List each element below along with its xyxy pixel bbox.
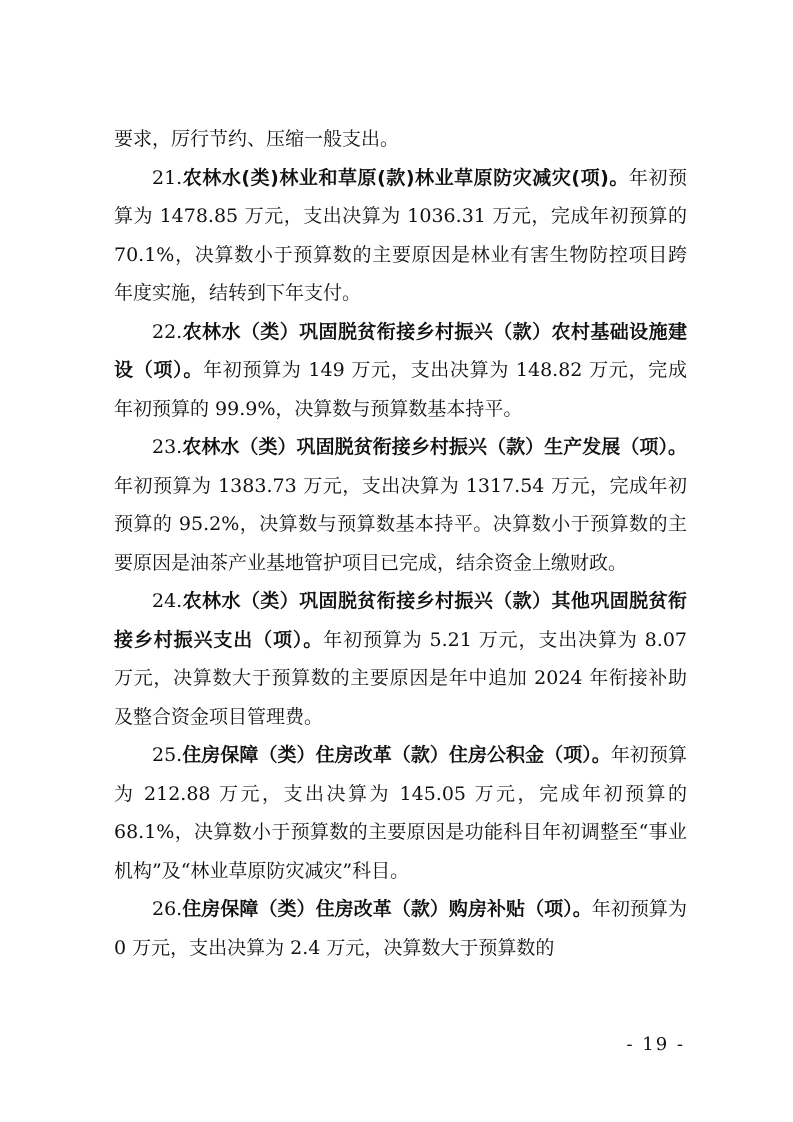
item-25-body: 年初预算为 212.88 万元，支出决算为 145.05 万元，完成年初预算的 68.1%，决算数小于预算数的主要原因是功能科目年初调整至“事业机构”及“林业草原防灾减灾”科目。 [114,744,687,882]
item-25 [114,736,687,890]
item-23-body: 年初预算为 1383.73 万元，支出决算为 1317.54 万元，完成年初预算的 95.2%，决算数与预算数基本持平。决算数小于预算数的主要原因是油茶产业基地管护项目已完成，结余资金上缴财政。 [114,474,687,574]
item-26-body: 年初预算为 0 万元，支出决算为 2.4 万元，决算数大于预算数的 [114,898,687,959]
item-26-heading: 26.住房保障（类）住房改革（款）购房补贴（项）。 [152,898,592,920]
lead-paragraph: 要求，厉行节约、压缩一般支出。 [114,128,400,150]
item-22-heading: 22.农林水（类）巩固脱贫衔接乡村振兴（款）农村基础设施建设（项）。 [114,320,687,381]
document-body [114,120,687,967]
item-24-heading: 24.农林水（类）巩固脱贫衔接乡村振兴（款）其他巩固脱贫衔接乡村振兴支出（项）。 [114,590,687,651]
item-21 [114,159,687,313]
item-24 [114,582,687,736]
item-23-heading: 23.农林水（类）巩固脱贫衔接乡村振兴（款）生产发展（项）。 [152,436,687,458]
item-22 [114,313,687,429]
item-21-body: 年初预算为 1478.85 万元，支出决算为 1036.31 万元，完成年初预算的 70.1%，决算数小于预算数的主要原因是林业有害生物防控项目跨年度实施，结转到下年支付。 [114,166,687,304]
item-23 [114,428,687,582]
item-21-heading: 21.农林水(类)林业和草原(款)林业草原防灾减灾(项)。 [152,166,629,189]
item-26 [114,890,687,967]
page-number: - 19 - [626,1034,685,1055]
item-22-body: 年初预算为 149 万元，支出决算为 148.82 万元，完成年初预算的 99.9%，决算数与预算数基本持平。 [114,359,687,420]
item-25-heading: 25.住房保障（类）住房改革（款）住房公积金（项）。 [152,744,611,766]
item-24-body: 年初预算为 5.21 万元，支出决算为 8.07 万元，决算数大于预算数的主要原因是年中追加 2024 年衔接补助及整合资金项目管理费。 [114,628,687,728]
